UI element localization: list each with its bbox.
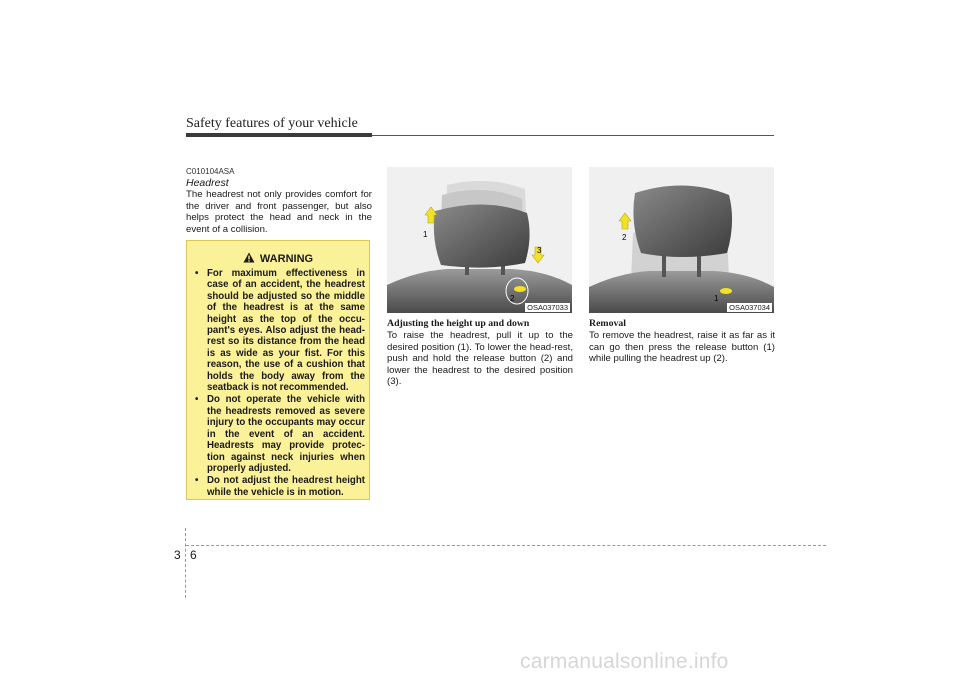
page-number: 6 (190, 548, 197, 562)
figure2-label-2: 2 (622, 233, 627, 242)
figure-headrest-height (387, 167, 572, 313)
figure1-label-1: 1 (423, 230, 428, 239)
figure2-code: OSA037034 (729, 303, 770, 312)
footer-rule (186, 545, 826, 546)
section-code: C010104ASA (186, 167, 235, 176)
figure2-caption-body: To remove the headrest, raise it as far as it can go then press the release button (1) while pulling the headrest up (2). (589, 330, 775, 365)
warning-item: • Do not adjust the headrest height while the vehicle is in motion. (193, 475, 365, 498)
figure2-caption-title: Removal (589, 318, 627, 329)
figure1-code: OSA037033 (527, 303, 568, 312)
warning-heading-text: WARNING (259, 253, 314, 265)
warning-triangle-icon (243, 252, 255, 263)
section-title: Headrest (186, 177, 229, 189)
section-intro: The headrest not only provides comfort for the driver and front passenger, but also helps protect the head and neck in the event of a collision. (186, 189, 372, 235)
header-bar (186, 133, 372, 137)
footer-vertical-rule (185, 528, 186, 598)
figure1-caption-body: To raise the headrest, pull it up to the desired position (1). To lower the head-rest, push and hold the release button (2) and lower the headrest to the desired position (3). (387, 330, 573, 388)
figure1-label-2: 2 (510, 294, 515, 303)
headrest-removal-illustration (589, 167, 774, 313)
figure-headrest-removal (589, 167, 774, 313)
header-rule (372, 135, 774, 136)
warning-item: • Do not operate the vehicle with the headrests removed as severe injury to the occupants may occur in the event of an accident. Headrests may provide protec-tion against neck injuries when properly adjusted. (193, 394, 365, 474)
warning-item: • For maximum effectiveness in case of an accident, the headrest should be adjusted so the middle of the headrest is at the same height as the top of the occu-pant's eyes. Also adjust the head-rest so its distance from the head is as wide as your fist. For this reason, the use of a cushion that holds the body away from the seatback is not recommended. (193, 268, 365, 393)
watermark: carmanualsonline.info (520, 650, 729, 673)
figure1-caption-title: Adjusting the height up and down (387, 318, 530, 329)
headrest-height-illustration (387, 167, 572, 313)
figure2-label-1: 1 (714, 294, 719, 303)
warning-heading (187, 252, 369, 265)
chapter-number: 3 (174, 548, 181, 562)
warning-list (193, 268, 365, 499)
warning-box (186, 240, 370, 500)
page-header-title: Safety features of your vehicle (186, 116, 358, 131)
figure1-label-3: 3 (537, 246, 542, 255)
